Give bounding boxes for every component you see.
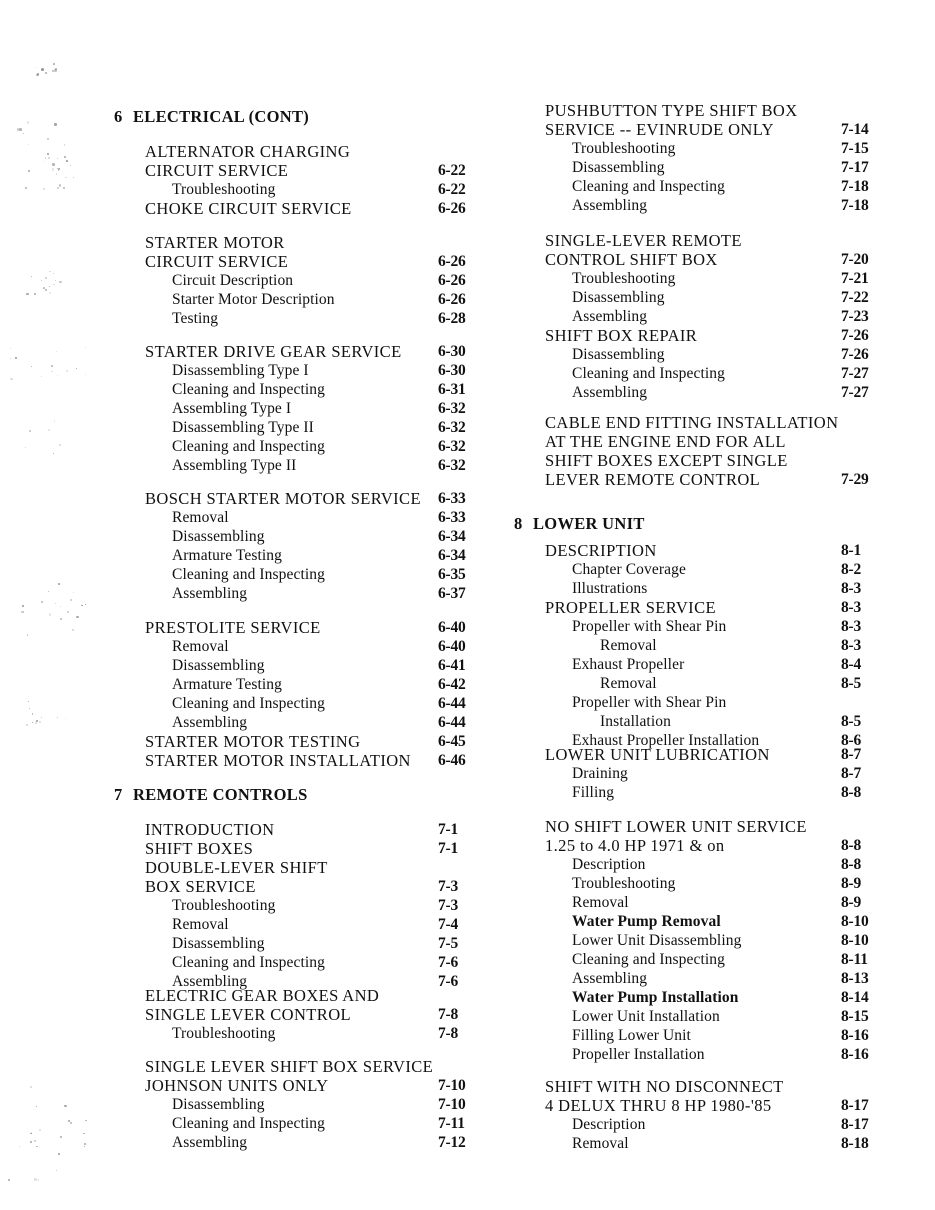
toc-entry-label: Exhaust Propeller Installation	[572, 732, 760, 749]
toc-entry[interactable]	[500, 712, 920, 731]
toc-entry-page-number: 6-45	[438, 733, 466, 750]
chapter-number: 8	[514, 514, 523, 533]
toc-entry[interactable]	[500, 120, 920, 139]
toc-entry-page-number: 8-5	[841, 675, 862, 692]
toc-entry[interactable]	[100, 1024, 520, 1043]
toc-entry[interactable]	[100, 361, 520, 380]
toc-entry[interactable]	[100, 858, 520, 877]
chapter-number: 7	[114, 785, 123, 804]
toc-entry[interactable]	[500, 1115, 920, 1134]
toc-entry-label: ALTERNATOR CHARGING	[145, 142, 351, 161]
toc-entry-page-number: 7-3	[438, 897, 459, 914]
toc-entry-label: Description	[572, 1116, 646, 1133]
toc-entry[interactable]	[100, 399, 520, 418]
toc-entry-label: CIRCUIT SERVICE	[145, 252, 289, 271]
toc-entry[interactable]	[100, 418, 520, 437]
toc-entry-label: Disassembling	[172, 657, 265, 674]
toc-entry[interactable]	[500, 158, 920, 177]
toc-entry[interactable]	[500, 693, 920, 712]
toc-entry-page-number: 7-8	[438, 1025, 459, 1042]
toc-entry-page-number: 7-3	[438, 878, 459, 895]
toc-entry[interactable]	[100, 839, 520, 858]
toc-entry-label: Lower Unit Installation	[572, 1008, 720, 1025]
toc-entry[interactable]	[500, 1026, 920, 1045]
toc-entry-page-number: 6-26	[438, 253, 466, 270]
toc-entry[interactable]	[500, 764, 920, 783]
toc-entry-page-number: 7-1	[438, 840, 459, 857]
toc-entry-page-number: 7-10	[438, 1096, 466, 1113]
toc-entry-label: Assembling	[172, 1134, 248, 1151]
toc-entry[interactable]	[500, 326, 920, 345]
toc-entry[interactable]	[100, 953, 520, 972]
toc-entry-label: LOWER UNIT LUBRICATION	[545, 745, 770, 764]
toc-entry[interactable]	[100, 618, 520, 637]
toc-entry[interactable]	[100, 934, 520, 953]
toc-entry-label: Filling	[572, 784, 615, 801]
toc-entry[interactable]	[100, 380, 520, 399]
toc-entry-label: Assembling	[572, 308, 648, 325]
toc-entry-page-number: 8-13	[841, 970, 869, 987]
toc-entry-page-number: 6-46	[438, 752, 466, 769]
toc-entry-label: Disassembling Type II	[172, 419, 314, 436]
toc-entry-page-number: 7-12	[438, 1134, 466, 1151]
toc-entry-label: SHIFT BOXES EXCEPT SINGLE	[545, 451, 788, 470]
toc-entry[interactable]	[500, 177, 920, 196]
toc-entry[interactable]	[100, 456, 520, 475]
toc-entry[interactable]	[100, 820, 520, 839]
toc-entry[interactable]	[500, 931, 920, 950]
toc-entry[interactable]	[100, 1095, 520, 1114]
toc-entry-page-number: 6-26	[438, 291, 466, 308]
toc-entry-label: Removal	[172, 509, 229, 526]
toc-entry-label: Assembling	[572, 970, 648, 987]
toc-entry-label: SINGLE LEVER SHIFT BOX SERVICE	[145, 1057, 434, 1076]
toc-entry[interactable]	[500, 579, 920, 598]
toc-entry-page-number: 6-32	[438, 419, 466, 436]
toc-entry-label: Troubleshooting	[572, 875, 676, 892]
toc-entry[interactable]	[100, 1005, 520, 1024]
toc-entry-page-number: 6-41	[438, 657, 466, 674]
toc-entry-page-number: 7-4	[438, 916, 459, 933]
toc-entry-page-number: 7-6	[438, 973, 459, 990]
toc-entry[interactable]	[500, 745, 920, 764]
toc-entry[interactable]	[100, 489, 520, 508]
toc-entry-page-number: 7-18	[841, 178, 869, 195]
toc-entry-label: 1.25 to 4.0 HP 1971 & on	[545, 836, 725, 855]
toc-entry[interactable]	[500, 950, 920, 969]
toc-entry-label: Troubleshooting	[172, 1025, 276, 1042]
toc-entry-page-number: 8-3	[841, 599, 862, 616]
toc-entry-label: Propeller with Shear Pin	[572, 618, 727, 635]
toc-entry[interactable]	[500, 912, 920, 931]
toc-entry[interactable]	[100, 161, 520, 180]
toc-entry-page-number: 8-17	[841, 1097, 869, 1114]
toc-entry-page-number: 6-37	[438, 585, 466, 602]
toc-entry-label: SHIFT BOX REPAIR	[545, 326, 698, 345]
toc-entry-page-number: 8-8	[841, 837, 862, 854]
toc-entry[interactable]	[500, 1045, 920, 1064]
toc-entry-label: Cleaning and Inspecting	[172, 381, 325, 398]
toc-entry[interactable]	[500, 1134, 920, 1153]
toc-entry-page-number: 8-17	[841, 1116, 869, 1133]
toc-entry-page-number: 7-26	[841, 327, 869, 344]
toc-entry[interactable]	[500, 636, 920, 655]
toc-entry-page-number: 6-32	[438, 457, 466, 474]
toc-entry-page-number: 7-17	[841, 159, 869, 176]
toc-entry[interactable]	[500, 893, 920, 912]
toc-entry[interactable]	[500, 139, 920, 158]
toc-entry[interactable]	[100, 656, 520, 675]
toc-entry-page-number: 6-34	[438, 528, 466, 545]
toc-entry-label: 4 DELUX THRU 8 HP 1980-'85	[545, 1096, 772, 1115]
toc-entry-label: SHIFT WITH NO DISCONNECT	[545, 1077, 784, 1096]
toc-entry-label: Propeller Installation	[572, 1046, 705, 1063]
toc-entry[interactable]	[100, 877, 520, 896]
toc-entry-page-number: 6-44	[438, 695, 466, 712]
toc-entry-page-number: 7-8	[438, 1006, 459, 1023]
toc-entry-label: SINGLE LEVER CONTROL	[145, 1005, 351, 1024]
toc-entry[interactable]	[500, 470, 920, 489]
toc-entry-label: Description	[572, 856, 646, 873]
toc-entry[interactable]	[500, 413, 920, 432]
toc-entry[interactable]	[500, 231, 920, 250]
toc-entry-label: DOUBLE-LEVER SHIFT	[145, 858, 328, 877]
toc-entry[interactable]	[500, 269, 920, 288]
toc-entry[interactable]	[100, 252, 520, 271]
toc-entry-label: Water Pump Removal	[572, 913, 721, 930]
toc-entry-label: JOHNSON UNITS ONLY	[145, 1076, 329, 1095]
toc-entry-label: Removal	[600, 675, 657, 692]
toc-entry-label: Removal	[600, 637, 657, 654]
toc-entry-label: BOSCH STARTER MOTOR SERVICE	[145, 489, 421, 508]
toc-entry[interactable]	[100, 694, 520, 713]
toc-entry-page-number: 6-30	[438, 343, 466, 360]
toc-entry-label: Assembling Type I	[172, 400, 292, 417]
toc-entry-page-number: 7-20	[841, 251, 869, 268]
toc-entry[interactable]	[500, 655, 920, 674]
toc-entry-page-number: 8-16	[841, 1027, 869, 1044]
toc-entry-page-number: 7-1	[438, 821, 459, 838]
toc-entry[interactable]	[100, 199, 520, 218]
toc-entry-label: Troubleshooting	[572, 270, 676, 287]
toc-entry-page-number: 6-40	[438, 638, 466, 655]
toc-entry[interactable]	[500, 598, 920, 617]
toc-entry[interactable]	[100, 437, 520, 456]
toc-entry-label: Exhaust Propeller	[572, 656, 685, 673]
toc-entry-label: NO SHIFT LOWER UNIT SERVICE	[545, 817, 807, 836]
toc-entry-page-number: 6-28	[438, 310, 466, 327]
toc-entry[interactable]	[100, 508, 520, 527]
toc-entry-label: Water Pump Installation	[572, 989, 739, 1006]
toc-entry-page-number: 8-4	[841, 656, 862, 673]
toc-entry[interactable]	[500, 101, 920, 120]
chapter-title: ELECTRICAL (CONT)	[133, 107, 310, 126]
toc-entry-label: Assembling	[172, 973, 248, 990]
toc-entry[interactable]	[100, 309, 520, 328]
toc-entry-page-number: 6-35	[438, 566, 466, 583]
toc-entry-label: Disassembling	[172, 1096, 265, 1113]
toc-entry-page-number: 6-26	[438, 200, 466, 217]
toc-entry[interactable]	[100, 527, 520, 546]
toc-entry-label: Circuit Description	[172, 272, 294, 289]
toc-entry-page-number: 6-33	[438, 490, 466, 507]
toc-entry[interactable]	[500, 383, 920, 402]
toc-entry-label: Starter Motor Description	[172, 291, 335, 308]
toc-entry[interactable]	[500, 988, 920, 1007]
toc-entry[interactable]	[500, 451, 920, 470]
toc-entry-label: Disassembling Type I	[172, 362, 309, 379]
toc-entry[interactable]	[100, 1114, 520, 1133]
toc-entry-page-number: 8-6	[841, 732, 862, 749]
toc-entry-label: Disassembling	[572, 159, 665, 176]
toc-entry-page-number: 7-22	[841, 289, 869, 306]
toc-entry-page-number: 6-44	[438, 714, 466, 731]
toc-entry-label: Cleaning and Inspecting	[172, 438, 325, 455]
toc-entry-label: Assembling	[572, 384, 648, 401]
toc-entry[interactable]	[500, 969, 920, 988]
toc-entry[interactable]	[100, 271, 520, 290]
toc-entry[interactable]	[100, 986, 520, 1005]
toc-entry-page-number: 8-1	[841, 542, 862, 559]
toc-entry-label: SERVICE -- EVINRUDE ONLY	[545, 120, 774, 139]
toc-entry[interactable]	[500, 617, 920, 636]
toc-entry-page-number: 6-42	[438, 676, 466, 693]
toc-entry-label: AT THE ENGINE END FOR ALL	[545, 432, 786, 451]
toc-entry-label: Troubleshooting	[172, 181, 276, 198]
toc-entry[interactable]	[100, 142, 520, 161]
toc-entry-page-number: 7-15	[841, 140, 869, 157]
toc-entry[interactable]	[500, 1007, 920, 1026]
toc-entry[interactable]	[100, 637, 520, 656]
toc-entry-label: Disassembling	[572, 289, 665, 306]
toc-entry[interactable]	[100, 1076, 520, 1095]
toc-entry-page-number: 8-3	[841, 618, 862, 635]
toc-entry-page-number: 7-11	[438, 1115, 465, 1132]
toc-entry-label: Removal	[172, 916, 229, 933]
toc-entry[interactable]	[500, 541, 920, 560]
toc-entry-page-number: 8-7	[841, 765, 862, 782]
toc-entry-label: Chapter Coverage	[572, 561, 686, 578]
toc-entry-page-number: 6-40	[438, 619, 466, 636]
toc-entry-label: PRESTOLITE SERVICE	[145, 618, 321, 637]
toc-entry-label: Removal	[572, 894, 629, 911]
toc-entry-label: DESCRIPTION	[545, 541, 657, 560]
toc-entry-label: Armature Testing	[172, 547, 282, 564]
toc-entry-page-number: 8-3	[841, 637, 862, 654]
toc-entry[interactable]	[500, 196, 920, 215]
toc-entry-page-number: 8-14	[841, 989, 869, 1006]
toc-entry-label: Removal	[572, 1135, 629, 1152]
toc-entry-label: Installation	[600, 713, 671, 730]
toc-entry-page-number: 6-30	[438, 362, 466, 379]
toc-entry-page-number: 6-32	[438, 438, 466, 455]
toc-entry-page-number: 6-31	[438, 381, 466, 398]
toc-entry-label: Cleaning and Inspecting	[172, 695, 325, 712]
toc-entry-page-number: 8-9	[841, 894, 862, 911]
toc-entry-page-number: 7-29	[841, 471, 869, 488]
toc-entry[interactable]	[500, 874, 920, 893]
toc-entry-page-number: 8-8	[841, 784, 862, 801]
toc-entry-label: CABLE END FITTING INSTALLATION	[545, 413, 839, 432]
toc-left-column	[100, 0, 520, 1210]
toc-entry-page-number: 7-21	[841, 270, 869, 287]
toc-entry-label: Removal	[172, 638, 229, 655]
toc-entry[interactable]	[100, 565, 520, 584]
toc-entry[interactable]	[100, 732, 520, 751]
toc-entry-page-number: 6-33	[438, 509, 466, 526]
toc-entry-page-number: 8-9	[841, 875, 862, 892]
toc-entry-label: Cleaning and Inspecting	[172, 954, 325, 971]
toc-entry-page-number: 8-3	[841, 580, 862, 597]
toc-entry-label: Assembling	[572, 197, 648, 214]
toc-entry[interactable]	[100, 675, 520, 694]
toc-entry-label: Assembling	[172, 585, 248, 602]
toc-right-column	[500, 0, 920, 1210]
toc-entry-page-number: 6-34	[438, 547, 466, 564]
toc-entry-page-number: 8-10	[841, 913, 869, 930]
toc-entry[interactable]	[100, 1133, 520, 1152]
toc-entry-label: Disassembling	[572, 346, 665, 363]
toc-entry-page-number: 7-27	[841, 365, 869, 382]
toc-entry[interactable]	[500, 432, 920, 451]
toc-entry-page-number: 7-14	[841, 121, 869, 138]
toc-entry-label: Troubleshooting	[172, 897, 276, 914]
toc-entry-page-number: 8-5	[841, 713, 862, 730]
toc-entry-label: Propeller with Shear Pin	[572, 694, 727, 711]
toc-entry-label: STARTER DRIVE GEAR SERVICE	[145, 342, 402, 361]
toc-entry-page-number: 8-2	[841, 561, 862, 578]
toc-entry[interactable]	[100, 546, 520, 565]
toc-entry-page-number: 8-16	[841, 1046, 869, 1063]
toc-entry-label: PROPELLER SERVICE	[545, 598, 716, 617]
toc-entry[interactable]	[500, 1096, 920, 1115]
toc-entry-label: STARTER MOTOR INSTALLATION	[145, 751, 411, 770]
toc-entry[interactable]	[500, 855, 920, 874]
chapter-title: REMOTE CONTROLS	[133, 785, 308, 804]
toc-entry[interactable]	[100, 915, 520, 934]
toc-entry[interactable]	[500, 783, 920, 802]
toc-entry[interactable]	[500, 1077, 920, 1096]
chapter-title: LOWER UNIT	[533, 514, 645, 533]
toc-entry-label: Testing	[172, 310, 219, 327]
toc-entry-page-number: 6-22	[438, 162, 466, 179]
toc-entry[interactable]	[100, 713, 520, 732]
toc-entry-page-number: 8-10	[841, 932, 869, 949]
toc-entry-label: STARTER MOTOR	[145, 233, 285, 252]
toc-entry-label: Cleaning and Inspecting	[172, 1115, 325, 1132]
toc-entry[interactable]	[500, 836, 920, 855]
toc-entry-label: Armature Testing	[172, 676, 282, 693]
toc-entry-page-number: 7-23	[841, 308, 869, 325]
toc-entry-page-number: 7-6	[438, 954, 459, 971]
toc-entry-page-number: 8-18	[841, 1135, 869, 1152]
toc-entry[interactable]	[100, 233, 520, 252]
toc-entry[interactable]	[500, 560, 920, 579]
toc-entry-page-number: 8-7	[841, 746, 862, 763]
toc-entry-label: Lower Unit Disassembling	[572, 932, 742, 949]
toc-entry-label: Assembling Type II	[172, 457, 297, 474]
toc-entry-label: Assembling	[172, 714, 248, 731]
toc-entry[interactable]	[100, 584, 520, 603]
toc-entry-label: STARTER MOTOR TESTING	[145, 732, 361, 751]
toc-entry[interactable]	[500, 674, 920, 693]
toc-entry-label: SHIFT BOXES	[145, 839, 254, 858]
toc-entry[interactable]	[100, 290, 520, 309]
toc-entry-label: Troubleshooting	[572, 140, 676, 157]
toc-entry-label: Illustrations	[572, 580, 648, 597]
toc-entry-label: SINGLE-LEVER REMOTE	[545, 231, 742, 250]
toc-entry-label: ELECTRIC GEAR BOXES AND	[145, 986, 380, 1005]
toc-entry[interactable]	[100, 751, 520, 770]
toc-entry-page-number: 7-18	[841, 197, 869, 214]
toc-entry-label: Filling Lower Unit	[572, 1027, 691, 1044]
toc-entry[interactable]	[500, 288, 920, 307]
toc-entry[interactable]	[500, 250, 920, 269]
toc-entry-page-number: 8-11	[841, 951, 868, 968]
toc-entry-label: CONTROL SHIFT BOX	[545, 250, 718, 269]
toc-entry-page-number: 7-27	[841, 384, 869, 401]
toc-entry-label: BOX SERVICE	[145, 877, 256, 896]
toc-entry-page-number: 7-5	[438, 935, 459, 952]
toc-entry-label: PUSHBUTTON TYPE SHIFT BOX	[545, 101, 798, 120]
toc-entry-label: CHOKE CIRCUIT SERVICE	[145, 199, 352, 218]
toc-entry-page-number: 7-10	[438, 1077, 466, 1094]
toc-entry-page-number: 6-22	[438, 181, 466, 198]
toc-entry-page-number: 8-15	[841, 1008, 869, 1025]
toc-entry[interactable]	[100, 180, 520, 199]
toc-entry-label: LEVER REMOTE CONTROL	[545, 470, 761, 489]
toc-entry-page-number: 7-26	[841, 346, 869, 363]
toc-entry[interactable]	[100, 1057, 520, 1076]
toc-entry-label: INTRODUCTION	[145, 820, 275, 839]
chapter-number: 6	[114, 107, 123, 126]
toc-entry[interactable]	[500, 307, 920, 326]
toc-entry[interactable]	[500, 345, 920, 364]
toc-entry-label: Cleaning and Inspecting	[572, 365, 725, 382]
toc-entry-label: Cleaning and Inspecting	[572, 951, 725, 968]
toc-entry[interactable]	[500, 364, 920, 383]
toc-entry[interactable]	[500, 817, 920, 836]
toc-entry[interactable]	[100, 896, 520, 915]
toc-entry[interactable]	[100, 342, 520, 361]
toc-entry-label: CIRCUIT SERVICE	[145, 161, 289, 180]
toc-entry-page-number: 8-8	[841, 856, 862, 873]
toc-entry-label: Draining	[572, 765, 628, 782]
toc-entry-label: Cleaning and Inspecting	[172, 566, 325, 583]
toc-entry-label: Disassembling	[172, 935, 265, 952]
toc-entry-label: Cleaning and Inspecting	[572, 178, 725, 195]
toc-entry-page-number: 6-26	[438, 272, 466, 289]
toc-entry-page-number: 6-32	[438, 400, 466, 417]
toc-entry-label: Disassembling	[172, 528, 265, 545]
